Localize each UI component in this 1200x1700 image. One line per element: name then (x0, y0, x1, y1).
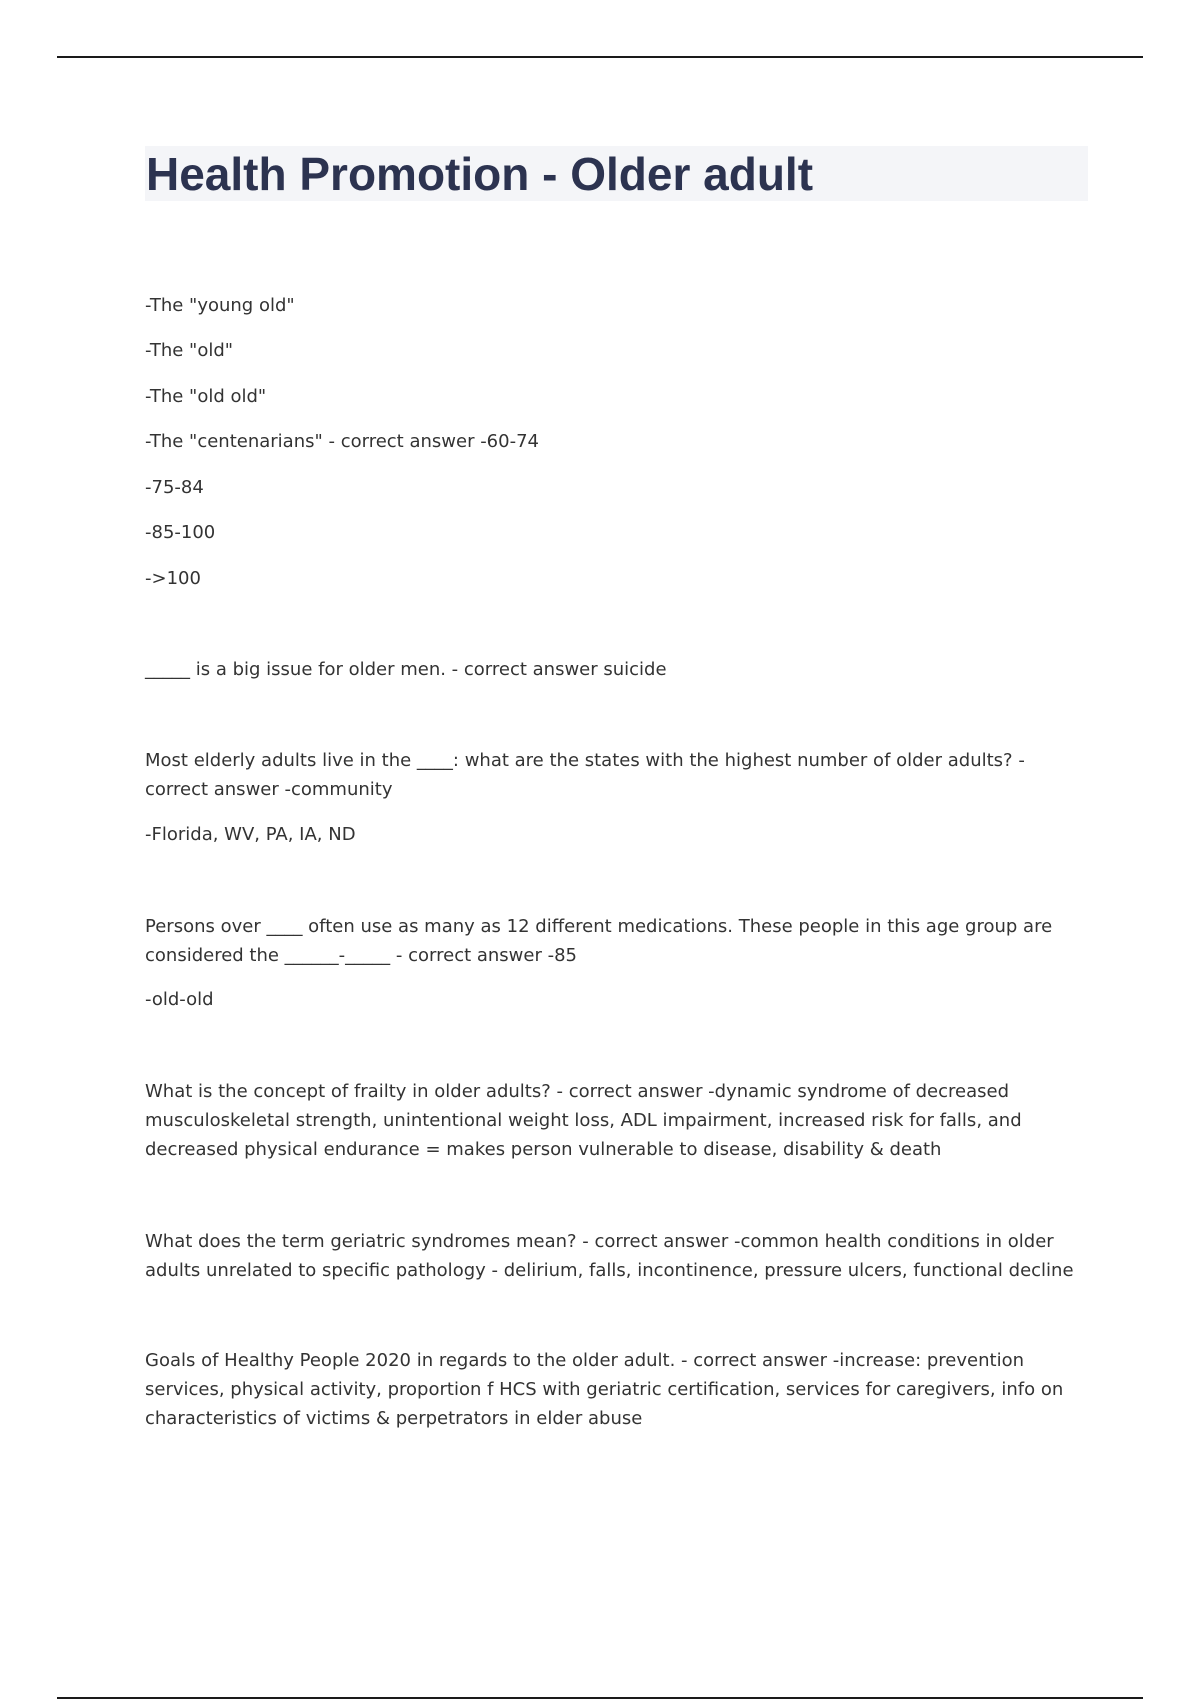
text-line: -old-old (145, 989, 214, 1010)
text-line: -85-100 (145, 522, 216, 543)
top-rule (57, 56, 1143, 58)
question-item: What is the concept of frailty in older adults? - correct answer -dynamic syndrome of decreased musculoskeletal strength, unintentional weight loss, ADL impairment, increased risk for falls, and decreased physical endurance = makes person vulnerable to disease, disability & death (145, 1081, 1022, 1160)
bottom-rule (57, 1697, 1143, 1699)
question-item: _____ is a big issue for older men. - correct answer suicide (145, 659, 667, 680)
text-line: -75-84 (145, 477, 204, 498)
question-item: Most elderly adults live in the ____: what are the states with the highest number of older adults? - correct answer -community (145, 750, 1025, 800)
text-line: -The "old" (145, 340, 234, 361)
question-item: Persons over ____ often use as many as 12 different medications. These people in this age group are considered the ______-_____ - correct answer -85 (145, 916, 1053, 966)
text-line: -The "centenarians" - correct answer -60-74 (145, 431, 539, 452)
text-line: -The "young old" (145, 295, 295, 316)
question-item: Goals of Healthy People 2020 in regards to the older adult. - correct answer -increase: prevention services, physical activity, proportion f HCS with geriatric certification, services for caregivers, info on characteristics of victims & perpetrators in elder abuse (145, 1350, 1064, 1429)
question-item: What does the term geriatric syndromes mean? - correct answer -common health conditions in older adults unrelated to specific pathology - delirium, falls, incontinence, pressure ulcers, functional decline (145, 1231, 1074, 1281)
document-title: Health Promotion - Older adult (146, 148, 814, 200)
text-line: -Florida, WV, PA, IA, ND (145, 824, 356, 845)
text-line: ->100 (145, 568, 201, 589)
text-line: -The "old old" (145, 386, 267, 407)
